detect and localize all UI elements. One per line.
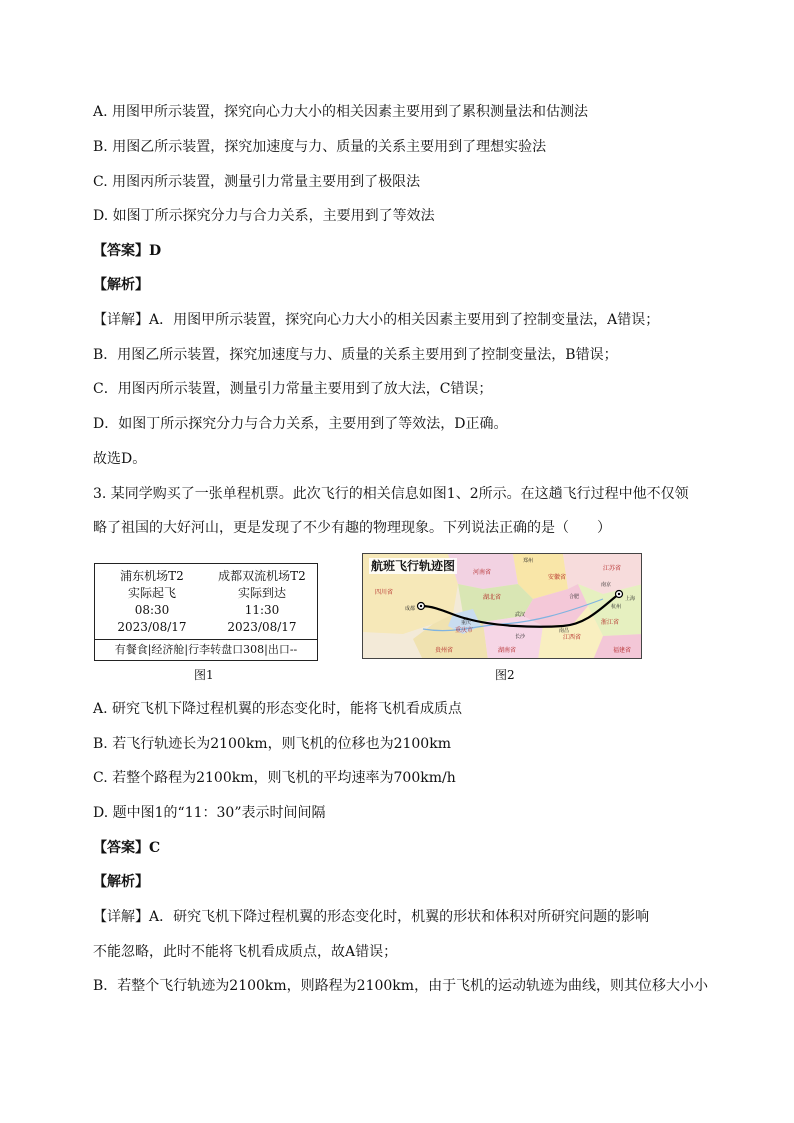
- q2-analysis-line: 【详解】A．用图甲所示装置，探究向心力大小的相关因素主要用到了控制变量法，A错误；: [93, 312, 660, 328]
- q3-option-b: B. 若飞行轨迹长为2100km，则飞机的位移也为2100km: [93, 736, 451, 752]
- province-label: 贵州省: [435, 647, 454, 654]
- city-label: 南昌: [559, 628, 570, 634]
- q3-analysis-line: 【详解】A．研究飞机下降过程机翼的形态变化时，机翼的形状和体积对所研究问题的影响: [93, 909, 650, 925]
- q2-option-b: B. 用图乙所示装置，探究加速度与力、质量的关系主要用到了理想实验法: [93, 139, 547, 155]
- departure-date: 2023/08/17: [117, 620, 187, 634]
- q3-stem-line: 3. 某同学购买了一张单程机票。此次飞行的相关信息如图1、2所示。在这趟飞行过程中他不仅领: [93, 486, 689, 502]
- origin-marker-dot: [420, 605, 422, 607]
- ticket-departure: [97, 568, 207, 636]
- city-label: 武汉: [515, 612, 526, 618]
- city-label: 南京: [601, 582, 612, 588]
- province-label: 福建省: [613, 647, 632, 654]
- q2-analysis-label: 【解析】: [93, 277, 149, 293]
- city-label: 成都: [405, 606, 416, 612]
- city-label: 重庆: [461, 620, 472, 626]
- departure-airport: 浦东机场T2: [120, 569, 184, 583]
- q3-stem-line: 略了祖国的大好河山，更是发现了不少有趣的物理现象。下列说法正确的是（ ）: [93, 520, 611, 536]
- departure-status: 实际起飞: [127, 586, 176, 600]
- city-label: 合肥: [569, 594, 580, 600]
- q3-answer: 【答案】C: [93, 840, 161, 856]
- arrival-status: 实际到达: [237, 586, 286, 600]
- q3-option-d: D. 题中图1的“11：30”表示时间间隔: [93, 805, 326, 821]
- province-label: 湖北省: [483, 594, 502, 601]
- destination-marker-dot: [618, 593, 620, 595]
- q2-conclusion: 故选D。: [93, 451, 147, 467]
- city-label: 上海: [625, 596, 636, 602]
- figure-1-caption: 图1: [194, 668, 214, 682]
- flight-ticket-figure: [94, 563, 318, 661]
- province-label: 江西省: [563, 634, 582, 641]
- q3-option-a: A. 研究飞机下降过程机翼的形态变化时，能将飞机看成质点: [93, 701, 463, 717]
- q2-answer: 【答案】D: [93, 243, 162, 259]
- arrival-airport: 成都双流机场T2: [218, 569, 306, 583]
- province-label: 浙江省: [601, 619, 620, 626]
- province-label: 重庆市: [455, 627, 474, 634]
- q2-analysis-line: B．用图乙所示装置，探究加速度与力、质量的关系主要用到了控制变量法，B错误；: [93, 347, 618, 363]
- ticket-footer: 有餐食|经济舱|行李转盘口308|出口--: [95, 639, 317, 660]
- province-label: 四川省: [375, 589, 394, 596]
- province-label: 湖南省: [498, 647, 517, 654]
- q2-option-d: D. 如图丁所示探究分力与合力关系，主要用到了等效法: [93, 208, 435, 224]
- q3-option-c: C. 若整个路程为2100km，则飞机的平均速率为700km/h: [93, 770, 456, 786]
- city-label: 郑州: [523, 558, 534, 564]
- map-title: 航班飞行轨迹图: [371, 559, 456, 573]
- q2-analysis-line: C．用图丙所示装置，测量引力常量主要用到了放大法，C错误；: [93, 381, 493, 397]
- q2-option-a: A. 用图甲所示装置，探究向心力大小的相关因素主要用到了累积测量法和估测法: [93, 104, 589, 120]
- q3-analysis-label: 【解析】: [93, 874, 149, 890]
- province-label: 安徽省: [548, 574, 567, 581]
- ticket-arrival: [207, 568, 317, 636]
- flight-route-map: [362, 553, 642, 659]
- province-label: 河南省: [473, 569, 492, 576]
- q3-analysis-line: 不能忽略，此时不能将飞机看成质点，故A错误；: [93, 944, 398, 960]
- arrival-date: 2023/08/17: [227, 620, 297, 634]
- q3-analysis-line: B．若整个飞行轨迹为2100km，则路程为2100km，由于飞机的运动轨迹为曲线，则其位移大小小: [93, 978, 709, 994]
- city-label: 杭州: [611, 604, 622, 610]
- q2-analysis-line: D．如图丁所示探究分力与合力关系，主要用到了等效法，D正确。: [93, 416, 508, 432]
- province-label: 江苏省: [603, 565, 622, 572]
- q2-option-c: C. 用图丙所示装置，测量引力常量主要用到了极限法: [93, 174, 421, 190]
- figure-2-caption: 图2: [495, 668, 515, 682]
- city-label: 长沙: [515, 634, 526, 640]
- arrival-time: 11:30: [244, 603, 280, 617]
- departure-time: 08:30: [134, 603, 170, 617]
